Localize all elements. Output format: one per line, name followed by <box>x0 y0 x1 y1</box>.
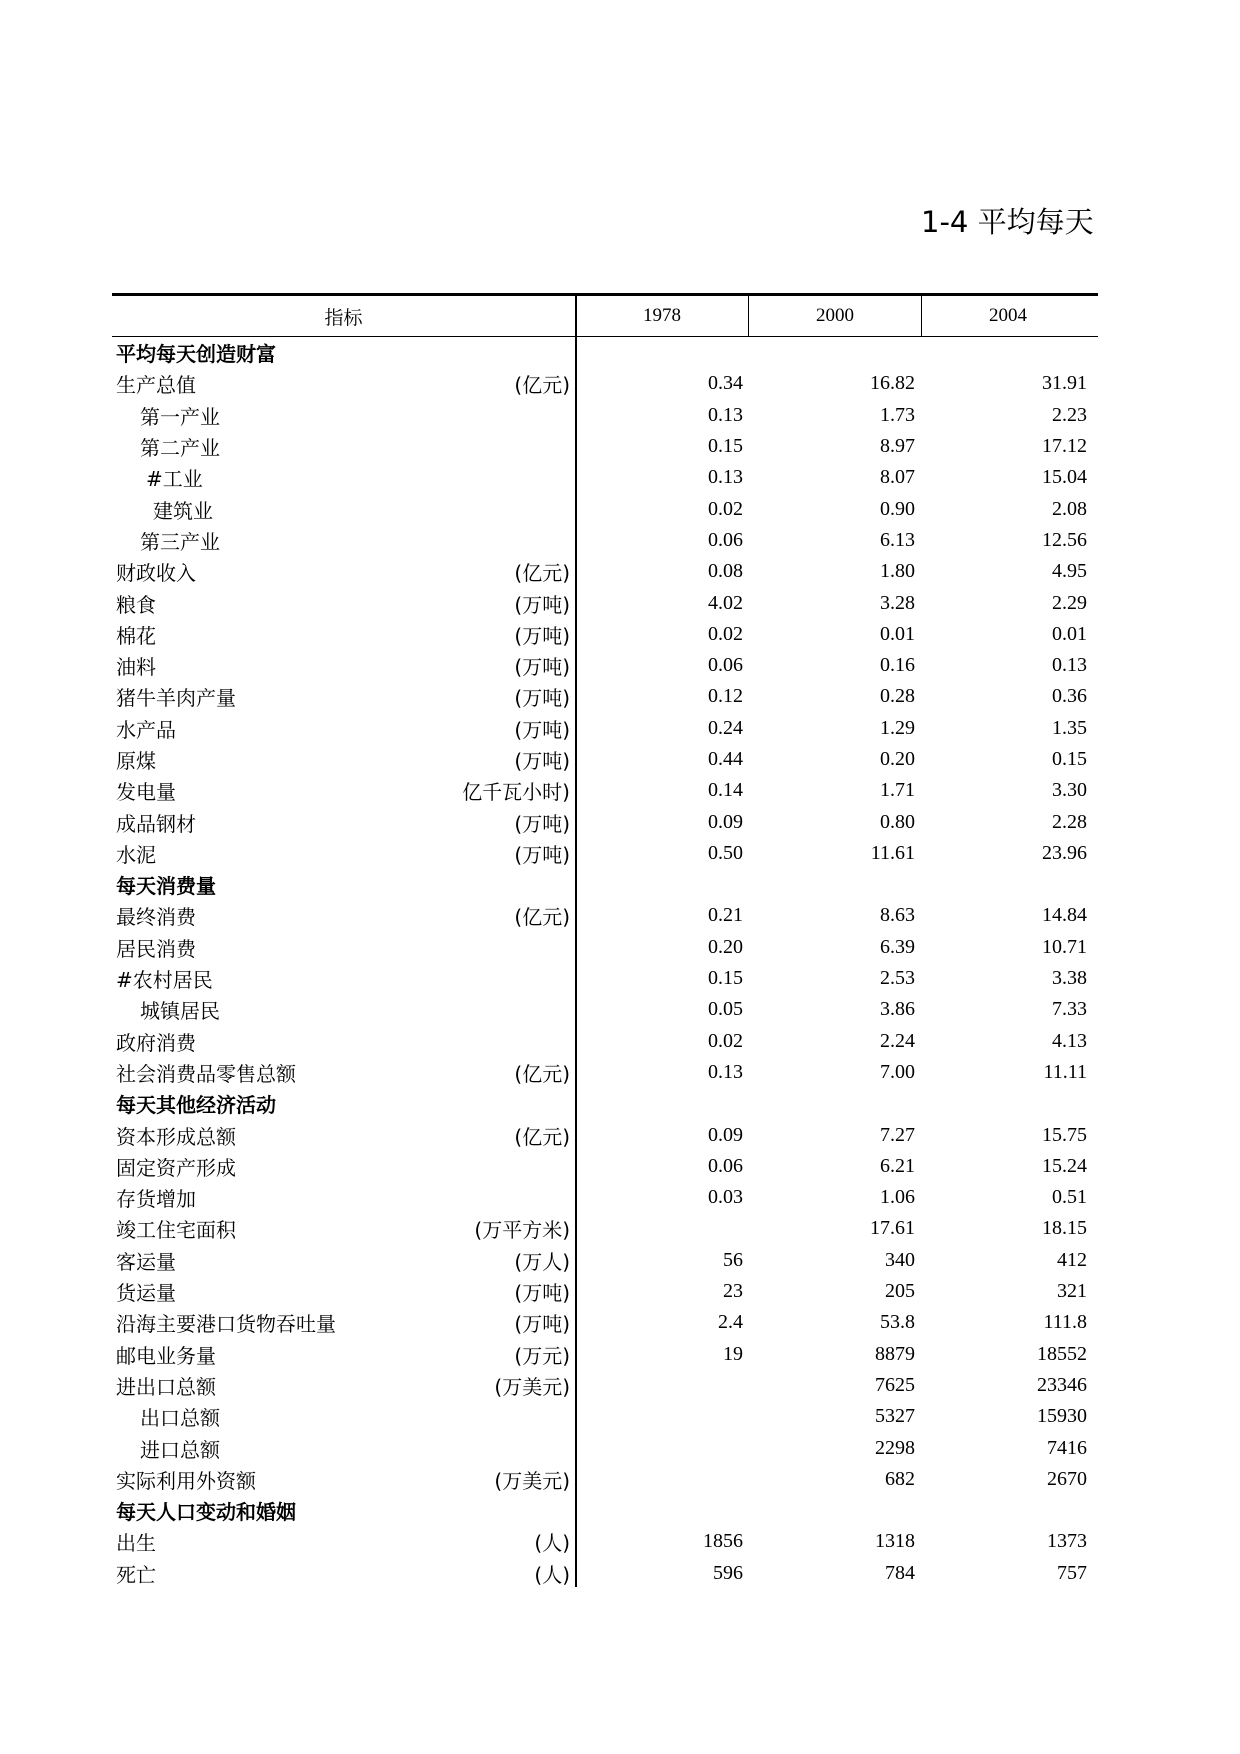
section-row <box>112 337 1098 368</box>
header-year-1978: 1978 <box>576 296 749 336</box>
indicator-cell <box>112 745 575 774</box>
value-2004: 2.29 <box>1052 591 1087 614</box>
indicator-name: 粮食 <box>116 592 156 617</box>
unit-label: (万吨) <box>514 686 570 711</box>
value-1978: 0.06 <box>708 654 743 677</box>
table-row <box>112 1276 1098 1307</box>
value-2000: 0.01 <box>880 622 915 645</box>
value-1978: 0.02 <box>708 622 743 645</box>
table-row <box>112 1401 1098 1432</box>
value-1978: 0.15 <box>708 967 743 990</box>
table-row <box>112 1526 1098 1557</box>
value-2000: 3.86 <box>880 998 915 1021</box>
section-row <box>112 1495 1098 1526</box>
value-2004: 412 <box>1057 1248 1087 1271</box>
value-2000: 11.61 <box>870 841 915 864</box>
table-row <box>112 900 1098 931</box>
value-2004: 31.91 <box>1042 372 1087 395</box>
unit-label: (万吨) <box>514 592 570 617</box>
indicator-cell <box>112 995 575 1024</box>
indicator-name: 第三产业 <box>140 529 220 554</box>
value-2004: 15930 <box>1037 1405 1087 1428</box>
unit-label: (万吨) <box>514 1281 570 1306</box>
indicator-name: 固定资产形成 <box>116 1155 236 1180</box>
indicator-name: 城镇居民 <box>140 999 220 1024</box>
value-1978: 0.24 <box>708 716 743 739</box>
section-row <box>112 1088 1098 1119</box>
indicator-cell <box>112 369 575 398</box>
table-row <box>112 619 1098 650</box>
value-2000: 0.90 <box>880 497 915 520</box>
value-1978: 0.50 <box>708 841 743 864</box>
value-2000: 0.28 <box>880 685 915 708</box>
value-1978: 0.44 <box>708 748 743 770</box>
section-title: 每天人口变动和婚姻 <box>116 1500 296 1525</box>
value-2000: 8.97 <box>880 435 915 458</box>
section-title: 每天其他经济活动 <box>116 1093 276 1118</box>
value-2000: 1.80 <box>880 560 915 583</box>
value-1978: 0.06 <box>708 1154 743 1177</box>
value-2004: 4.95 <box>1052 560 1087 583</box>
indicator-cell <box>112 901 575 930</box>
value-1978: 0.13 <box>708 466 743 489</box>
unit-label: (万人) <box>514 1249 570 1274</box>
value-2000: 682 <box>885 1467 915 1490</box>
value-1978: 0.21 <box>708 904 743 927</box>
table-row <box>112 681 1098 712</box>
value-1978: 0.08 <box>708 560 743 583</box>
section-title: 每天消费量 <box>116 874 216 899</box>
value-2000: 8.07 <box>880 466 915 489</box>
table-row <box>112 994 1098 1025</box>
unit-label: (万吨) <box>514 811 570 836</box>
value-2000: 8.63 <box>880 904 915 927</box>
indicator-name: 最终消费 <box>116 905 196 930</box>
value-1978: 1856 <box>703 1530 743 1553</box>
value-2000: 0.80 <box>880 810 915 833</box>
value-2004: 2.23 <box>1052 403 1087 426</box>
indicator-cell <box>112 714 575 743</box>
value-2004: 757 <box>1057 1561 1087 1584</box>
unit-label: (人) <box>534 1531 570 1556</box>
indicator-cell <box>112 401 575 430</box>
data-table <box>112 293 1098 1589</box>
value-1978: 56 <box>723 1248 743 1271</box>
value-1978: 0.09 <box>708 1123 743 1146</box>
indicator-cell <box>112 964 575 993</box>
indicator-cell <box>112 1121 575 1150</box>
unit-label: (万平方米) <box>474 1218 570 1243</box>
value-2000: 1318 <box>875 1530 915 1553</box>
value-2000: 7.00 <box>880 1060 915 1083</box>
value-2000: 16.82 <box>870 372 915 395</box>
header-year-2000: 2000 <box>749 296 922 336</box>
value-2000: 6.13 <box>880 528 915 551</box>
value-2004: 10.71 <box>1042 935 1087 958</box>
unit-label: (万吨) <box>514 655 570 680</box>
table-row <box>112 1026 1098 1057</box>
indicator-cell <box>112 1371 575 1400</box>
indicator-name: 沿海主要港口货物吞吐量 <box>116 1312 336 1337</box>
unit-label: (亿元) <box>514 1061 570 1086</box>
indicator-name: 第二产业 <box>140 436 220 461</box>
indicator-name: 死亡 <box>116 1562 156 1587</box>
indicator-name: 油料 <box>116 655 156 680</box>
value-2004: 12.56 <box>1042 528 1087 551</box>
value-2004: 4.13 <box>1052 1029 1087 1052</box>
indicator-cell <box>112 1434 575 1463</box>
value-1978: 0.13 <box>708 403 743 426</box>
indicator-cell <box>112 1183 575 1212</box>
unit-label: (亿元) <box>514 373 570 398</box>
unit-label: 亿千瓦小时) <box>462 780 570 805</box>
table-row <box>112 744 1098 775</box>
value-2000: 7.27 <box>880 1123 915 1146</box>
indicator-cell <box>112 651 575 680</box>
value-2000: 1.06 <box>880 1186 915 1209</box>
indicator-name: #工业 <box>146 467 203 492</box>
indicator-name: 水泥 <box>116 842 156 867</box>
indicator-cell <box>112 839 575 868</box>
indicator-cell <box>112 526 575 555</box>
table-row <box>112 838 1098 869</box>
indicator-name: #农村居民 <box>116 968 213 993</box>
value-2000: 205 <box>885 1280 915 1303</box>
value-2000: 2.24 <box>880 1029 915 1052</box>
table-row <box>112 1213 1098 1244</box>
table-row <box>112 713 1098 744</box>
indicator-name: 出口总额 <box>140 1406 220 1431</box>
indicator-cell <box>112 1089 575 1118</box>
value-2000: 1.73 <box>880 403 915 426</box>
table-header <box>112 296 1098 337</box>
value-2000: 7625 <box>875 1373 915 1396</box>
value-1978: 0.06 <box>708 528 743 551</box>
indicator-cell <box>112 1152 575 1181</box>
value-1978: 0.03 <box>708 1186 743 1209</box>
table-row <box>112 1339 1098 1370</box>
indicator-name: 进口总额 <box>140 1437 220 1462</box>
indicator-name: 发电量 <box>116 780 176 805</box>
value-2004: 0.01 <box>1052 622 1087 645</box>
unit-label: (人) <box>534 1562 570 1587</box>
value-2000: 5327 <box>875 1405 915 1428</box>
value-1978: 2.4 <box>718 1311 743 1334</box>
value-1978: 19 <box>723 1342 743 1365</box>
indicator-name: 居民消费 <box>116 936 196 961</box>
value-2000: 3.28 <box>880 591 915 614</box>
indicator-name: 猪牛羊肉产量 <box>116 686 236 711</box>
indicator-name: 棉花 <box>116 623 156 648</box>
indicator-cell <box>112 933 575 962</box>
value-2004: 1373 <box>1047 1530 1087 1553</box>
table-row <box>112 1558 1098 1589</box>
indicator-cell <box>112 1277 575 1306</box>
indicator-name: 财政收入 <box>116 561 196 586</box>
indicator-cell <box>112 1058 575 1087</box>
indicator-name: 客运量 <box>116 1249 176 1274</box>
unit-label: (万吨) <box>514 1312 570 1337</box>
table-row <box>112 493 1098 524</box>
unit-label: (万元) <box>514 1343 570 1368</box>
value-1978: 0.09 <box>708 810 743 833</box>
table-row <box>112 1245 1098 1276</box>
indicator-name: 实际利用外资额 <box>116 1468 256 1493</box>
value-2000: 340 <box>885 1248 915 1271</box>
indicator-cell <box>112 1402 575 1431</box>
value-2004: 7416 <box>1047 1436 1087 1459</box>
value-2000: 6.39 <box>880 935 915 958</box>
value-1978: 0.05 <box>708 998 743 1021</box>
table-row <box>112 1370 1098 1401</box>
value-2000: 53.8 <box>880 1311 915 1334</box>
header-indicator: 指标 <box>112 296 576 336</box>
indicator-cell <box>112 808 575 837</box>
unit-label: (亿元) <box>514 561 570 586</box>
indicator-name: 成品钢材 <box>116 811 196 836</box>
indicator-cell <box>112 495 575 524</box>
table-row <box>112 556 1098 587</box>
value-1978: 0.15 <box>708 435 743 458</box>
indicator-name: 水产品 <box>116 717 176 742</box>
value-2004: 15.04 <box>1042 466 1087 489</box>
indicator-name: 建筑业 <box>153 498 213 523</box>
value-1978: 0.14 <box>708 779 743 802</box>
indicator-cell <box>112 1027 575 1056</box>
table-row <box>112 525 1098 556</box>
table-row <box>112 1307 1098 1338</box>
unit-label: (万吨) <box>514 623 570 648</box>
value-2000: 0.20 <box>880 748 915 770</box>
value-2000: 2.53 <box>880 967 915 990</box>
table-row <box>112 1182 1098 1213</box>
indicator-name: 出生 <box>116 1531 156 1556</box>
value-2004: 17.12 <box>1042 435 1087 458</box>
value-1978: 0.34 <box>708 372 743 395</box>
value-2000: 8879 <box>875 1342 915 1365</box>
table-row <box>112 1119 1098 1150</box>
value-2004: 7.33 <box>1052 998 1087 1021</box>
value-1978: 0.12 <box>708 685 743 708</box>
indicator-cell <box>112 1308 575 1337</box>
table-body <box>112 337 1098 1589</box>
indicator-name: 第一产业 <box>140 404 220 429</box>
unit-label: (万美元) <box>494 1374 570 1399</box>
value-2000: 0.16 <box>880 654 915 677</box>
table-row <box>112 400 1098 431</box>
indicator-cell <box>112 589 575 618</box>
table-title: 1-4 平均每天 <box>921 205 1094 239</box>
indicator-cell <box>112 338 575 367</box>
table-row <box>112 431 1098 462</box>
value-1978: 596 <box>713 1561 743 1584</box>
value-2004: 0.13 <box>1052 654 1087 677</box>
indicator-cell <box>112 1496 575 1525</box>
indicator-name: 存货增加 <box>116 1187 196 1212</box>
value-2004: 1.35 <box>1052 716 1087 739</box>
section-title: 平均每天创造财富 <box>116 342 276 367</box>
value-2004: 0.36 <box>1052 685 1087 708</box>
indicator-cell <box>112 1465 575 1494</box>
value-2004: 14.84 <box>1042 904 1087 927</box>
indicator-name: 社会消费品零售总额 <box>116 1061 296 1086</box>
value-2004: 0.51 <box>1052 1186 1087 1209</box>
value-1978: 4.02 <box>708 591 743 614</box>
value-2000: 2298 <box>875 1436 915 1459</box>
table-row <box>112 806 1098 837</box>
indicator-cell <box>112 776 575 805</box>
section-row <box>112 869 1098 900</box>
indicator-cell <box>112 1340 575 1369</box>
indicator-name: 进出口总额 <box>116 1374 216 1399</box>
unit-label: (万吨) <box>514 842 570 867</box>
indicator-name: 资本形成总额 <box>116 1124 236 1149</box>
indicator-name: 生产总值 <box>116 373 196 398</box>
indicator-name: 邮电业务量 <box>116 1343 216 1368</box>
table-row <box>112 587 1098 618</box>
indicator-name: 货运量 <box>116 1281 176 1306</box>
value-2004: 18552 <box>1037 1342 1087 1365</box>
indicator-cell <box>112 1559 575 1588</box>
indicator-cell <box>112 682 575 711</box>
value-2004: 15.24 <box>1042 1154 1087 1177</box>
indicator-cell <box>112 620 575 649</box>
table-row <box>112 368 1098 399</box>
table-row <box>112 1464 1098 1495</box>
indicator-cell <box>112 1246 575 1275</box>
table-row <box>112 650 1098 681</box>
value-1978: 0.13 <box>708 1060 743 1083</box>
table-row <box>112 1057 1098 1088</box>
indicator-cell <box>112 870 575 899</box>
indicator-cell <box>112 432 575 461</box>
table-row <box>112 1151 1098 1182</box>
value-2000: 784 <box>885 1561 915 1584</box>
value-2004: 2670 <box>1047 1467 1087 1490</box>
indicator-name: 原煤 <box>116 749 156 773</box>
table-row <box>112 1432 1098 1463</box>
value-2004: 321 <box>1057 1280 1087 1303</box>
indicator-cell <box>112 1527 575 1556</box>
value-2000: 6.21 <box>880 1154 915 1177</box>
table-row <box>112 462 1098 493</box>
value-2004: 3.30 <box>1052 779 1087 802</box>
unit-label: (亿元) <box>514 1124 570 1149</box>
indicator-name: 竣工住宅面积 <box>116 1218 236 1243</box>
value-2004: 2.28 <box>1052 810 1087 833</box>
indicator-cell <box>112 1214 575 1243</box>
value-1978: 0.02 <box>708 1029 743 1052</box>
value-2004: 3.38 <box>1052 967 1087 990</box>
value-2000: 1.29 <box>880 716 915 739</box>
value-2004: 0.15 <box>1052 748 1087 770</box>
value-2000: 17.61 <box>870 1217 915 1240</box>
value-2004: 23.96 <box>1042 841 1087 864</box>
header-year-2004: 2004 <box>989 305 1027 326</box>
value-1978: 23 <box>723 1280 743 1303</box>
unit-label: (亿元) <box>514 905 570 930</box>
value-1978: 0.20 <box>708 935 743 958</box>
indicator-cell <box>112 557 575 586</box>
unit-label: (万美元) <box>494 1468 570 1493</box>
value-2004: 111.8 <box>1043 1311 1087 1334</box>
value-2004: 23346 <box>1037 1373 1087 1396</box>
value-2004: 11.11 <box>1043 1060 1087 1083</box>
value-2004: 2.08 <box>1052 497 1087 520</box>
table-row <box>112 932 1098 963</box>
value-1978: 0.02 <box>708 497 743 520</box>
unit-label: (万吨) <box>514 749 570 773</box>
value-2004: 18.15 <box>1042 1217 1087 1240</box>
indicator-cell <box>112 463 575 492</box>
indicator-name: 政府消费 <box>116 1030 196 1055</box>
value-2000: 1.71 <box>880 779 915 802</box>
table-row <box>112 775 1098 806</box>
value-2004: 15.75 <box>1042 1123 1087 1146</box>
unit-label: (万吨) <box>514 717 570 742</box>
table-row <box>112 963 1098 994</box>
